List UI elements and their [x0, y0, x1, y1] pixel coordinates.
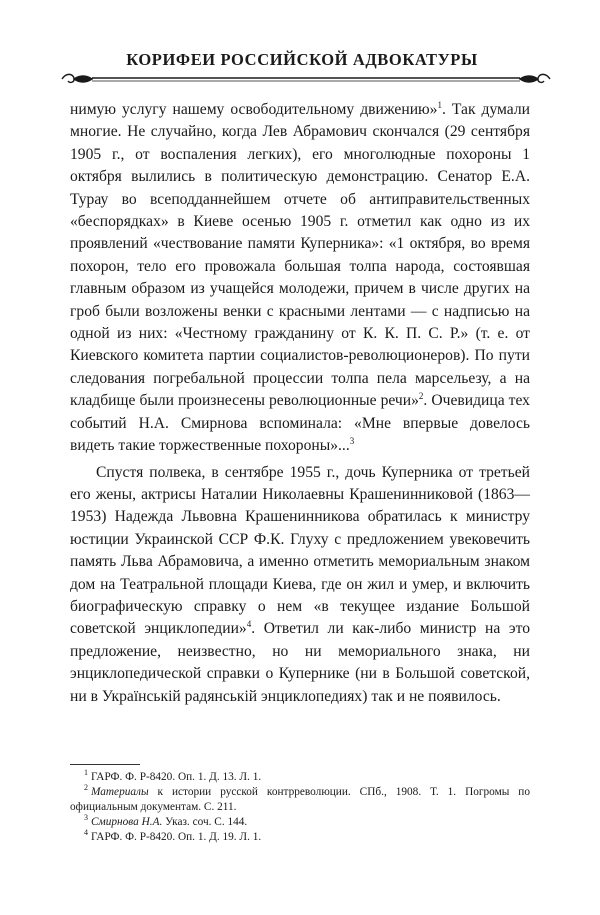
- footnote-1: $^1$ ГАРФ. Ф. Р-8420. Оп. 1. Д. 13. Л. 1.: [84, 768, 262, 783]
- footnote-4: $^4$ ГАРФ. Ф. Р-8420. Оп. 1. Д. 19. Л. 1.: [84, 828, 262, 843]
- footnote-ref-4: 4: [246, 619, 252, 630]
- header-ornament-rule: [60, 70, 552, 88]
- footnote-ref-1: 1: [437, 99, 442, 110]
- paragraph-2: Спустя полвека, в сентябре 1955 г., дочь Куперника от третьей его жены, актрисы Наталии Николаевны Крашенинниковой (1863—1953) Надежда Львовна Крашенинникова обратилась к министру юстиции Украинской ССР Ф.К. Глуху с предложением увековечить память Льва Абрамовича, а именно отметить мемориальным знаком дом на Театральной площади Киева, где он жил и умер, и включить биографическую справку о нем «в текущее издание Большой советской энциклопедии»$^4$. Ответил ли как-либо министр на это предложение, неизвестно, но ни мемориального знака, ни энциклопедической справки о Купернике (ни в Большой советской, ни в Українській радянській энциклопедиях) так и не появилось.: [70, 463, 530, 705]
- footnote-ref-3: 3: [349, 435, 355, 446]
- footnote-3: $^3$ Смирнова Н.А. Указ. соч. С. 144.: [84, 813, 248, 828]
- footnote-2: $^2$ Материалы к истории русской контрреволюции. СПб., 1908. Т. 1. Погромы по официальным документам. С. 211.: [70, 783, 530, 813]
- main-text: [70, 99, 530, 708]
- footnote-separator: [70, 764, 140, 765]
- running-header: КОРИФЕИ РОССИЙСКОЙ АДВОКАТУРЫ: [126, 50, 478, 69]
- paragraph-1: нимую услугу нашему освободительному движению»$^1$. Так думали многие. Не случайно, когда Лев Абрамович скончался (29 сентября 1905 г., от воспаления легких), его многолюдные похороны 1 октября вылились в политическую демонстрацию. Сенатор Е.А. Турау во всеподданнейшем отчете об антиправительственных «беспорядках» в Киеве осенью 1905 г. отметил как одно из их проявлений «чествование памяти Куперника»: «1 октября, во время похорон, тело его провожала большая толпа народа, состоявшая главным образом из учащейся молодежи, причем в числе других на гроб были возложены венки с красными лентами — с надписью на одной из них: «Честному гражданину от К. К. П. С. Р.» (т. е. от Киевского комитета партии социалистов-революционеров). По пути следования погребальной процессии толпа пела марсельезу, а на кладбище были произнесены революционные речи»$^2$. Очевидица тех событий Н.А. Смирнова вспоминала: «Мне впервые довелось видеть такие торжественные похороны»...$^3$: [70, 99, 530, 455]
- footnote-ref-2: 2: [418, 391, 424, 402]
- footnotes: [70, 770, 530, 845]
